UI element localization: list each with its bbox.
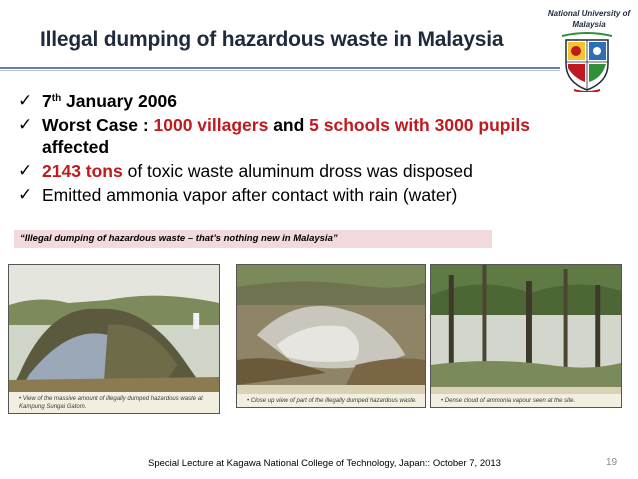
bullet-worst-case-mid: and [268, 115, 310, 135]
bullet-date-suffix: th [51, 93, 62, 104]
check-icon: ✓ [18, 185, 33, 205]
bullet-ammonia [14, 184, 574, 206]
institution-line-2: Malaysia [572, 20, 606, 29]
university-crest-icon [560, 32, 614, 92]
bullet-worst-case-prefix: Worst Case : [42, 115, 154, 135]
bullet-tonnage-rest: of toxic waste aluminum dross was disposed [122, 161, 473, 181]
photo-waste-heap-caption: • View of the massive amount of illegally dumped hazardous waste at Kampung Sungai Gatom. [9, 392, 219, 413]
bullet-worst-case-line2: affected [42, 137, 110, 157]
bullet-worst-case [14, 114, 574, 158]
bullet-tonnage [14, 160, 574, 182]
bullet-date-rest: January 2006 [61, 91, 177, 111]
bullet-date [14, 90, 574, 112]
check-icon: ✓ [18, 161, 33, 181]
photo-waste-heap [8, 264, 220, 414]
bullet-villagers: 1000 villagers [153, 115, 269, 135]
institution-name [540, 8, 638, 30]
photo-waste-closeup-caption: • Close up view of part of the illegally dumped hazardous waste. [237, 394, 425, 407]
page-number: 19 [606, 457, 618, 468]
check-icon: ✓ [18, 115, 33, 135]
title-divider [0, 67, 560, 69]
photo-ammonia-vapour-image [431, 265, 621, 387]
bullet-ammonia-text: Emitted ammonia vapor after contact with rain (water) [42, 185, 458, 205]
bullet-date-day: 7 [42, 91, 52, 111]
title-divider-accent [0, 70, 560, 71]
photo-ammonia-vapour-caption: • Dense cloud of ammonia vapour seen at the site. [431, 394, 621, 407]
slide-title: Illegal dumping of hazardous waste in Malaysia [40, 28, 504, 51]
bullet-schools: 5 schools with 3000 pupils [309, 115, 530, 135]
photo-waste-closeup-image [237, 265, 425, 385]
quote-text: “Illegal dumping of hazardous waste – that’s nothing new in Malaysia” [20, 233, 338, 244]
footer-text: Special Lecture at Kagawa National College of Technology, Japan:: October 7, 2013 [148, 458, 501, 469]
bullet-list [14, 90, 574, 208]
photo-waste-closeup [236, 264, 426, 408]
institution-line-1: National University of [547, 9, 631, 18]
photo-waste-heap-image [9, 265, 219, 393]
photo-ammonia-vapour [430, 264, 622, 408]
check-icon: ✓ [18, 91, 33, 111]
bullet-tonnage-highlight: 2143 tons [42, 161, 123, 181]
